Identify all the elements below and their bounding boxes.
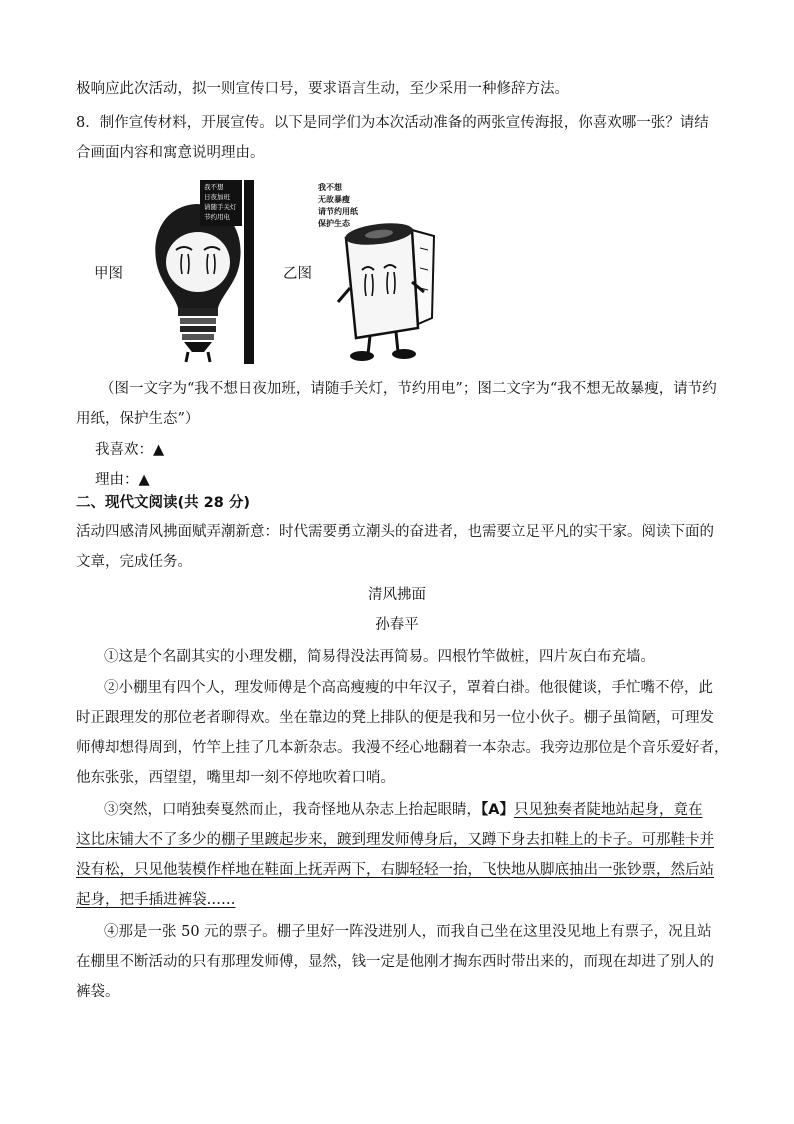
intro-text: 活动四感清风拂面赋弄潮新意：时代需要勇立潮头的奋进者，也需要立足平凡的实干家。阅读下面的: [76, 524, 714, 540]
paper-text-2: 无故暴瘦: [318, 195, 350, 204]
paper-text-3: 请节约用纸: [318, 207, 358, 216]
paragraph-3: [104, 800, 744, 820]
paragraph-2-line: 师傅却想得周到，竹竿上挂了几本新杂志。我漫不经心地翻着一本杂志。我旁边那位是个音乐爱好者，: [76, 740, 729, 756]
question-8-cont: 合画面内容和寓意说明理由。: [76, 145, 265, 161]
underlined-sentence: 只见独奏者陡地站起身，竟在: [513, 802, 703, 818]
underlined-sentence: 没有松，只见他装模作样地在鞋面上抚弄两下，右脚轻轻一抬，飞快地从脚底抽出一张钞票，然后站: [76, 862, 714, 878]
text-line: 极响应此次活动，拟一则宣传口号，要求语言生动，至少采用一种修辞方法。: [76, 81, 569, 97]
paragraph-3-text: ③突然，口哨独奏戛然而止，我奇怪地从杂志上抬起眼睛，: [104, 802, 481, 818]
paragraph-4-line: 裤袋。: [76, 984, 120, 1000]
figure-left-label: 甲图: [94, 266, 123, 282]
paragraph-4-line: 在棚里不断活动的只有那理发师傅，显然，钱一定是他刚才掏东西时带出来的，而现在却进了别人的: [76, 954, 714, 970]
bulb-text-2: 日夜加班: [204, 193, 230, 201]
figure-right-label: 乙图: [283, 266, 312, 282]
question-8: 8．制作宣传材料，开展宣传。以下是同学们为本次活动准备的两张宣传海报，你喜欢哪一张？请结: [76, 115, 709, 131]
bulb-text-1: 我不想: [204, 183, 224, 191]
paragraph-2-line: 他东张张，西望望，嘴里却一刻不停地吹着口哨。: [76, 770, 395, 786]
paragraph-2-line: 时正跟理发的那位老者聊得欢。坐在靠边的凳上排队的便是我和另一位小伙子。棚子虽简陋，可理发: [76, 710, 714, 726]
paragraph-2: ②小棚里有四个人，理发师傅是个高高瘦瘦的中年汉子，罩着白褂。他很健谈，手忙嘴不停，此: [104, 680, 713, 696]
marker-a: 【A】: [481, 802, 514, 818]
figure-note-cont: 用纸，保护生态”）: [76, 411, 200, 427]
lightbulb-poster-icon: [148, 178, 260, 364]
paragraph-1: ①这是个名副其实的小理发棚，简易得没法再简易。四根竹竿做桩，四片灰白布充墙。: [104, 649, 655, 665]
answer-like: 我喜欢：▲: [95, 442, 165, 458]
paper-text-4: 保护生态: [318, 219, 350, 228]
bulb-text-3: 请随手关灯: [204, 203, 237, 211]
paper-text-1: 我不想: [318, 183, 342, 192]
bulb-text-4: 节约用电: [204, 213, 230, 221]
underlined-sentence: 起身，把手插进裤袋……: [76, 892, 236, 908]
section-heading: 二、现代文阅读(共 28 分): [76, 495, 251, 511]
article-author: 孙春平: [375, 617, 419, 633]
figure-note: （图一文字为“我不想日夜加班，请随手关灯，节约用电”；图二文字为“我不想无故暴瘦，请节约: [100, 381, 717, 397]
underlined-sentence: 这比床铺大不了多少的棚子里踱起步来，踱到理发师傅身后，又蹲下身去扣鞋上的卡子。可那鞋卡并: [76, 832, 714, 848]
intro-text-cont: 文章，完成任务。: [76, 554, 192, 570]
toilet-paper-poster-icon: [312, 178, 446, 364]
paragraph-4: ④那是一张 50 元的票子。棚子里好一阵没进别人，而我自己坐在这里没见地上有票子，况且站: [104, 924, 712, 940]
answer-reason: 理由：▲: [95, 472, 150, 488]
article-title: 清风拂面: [368, 587, 426, 603]
